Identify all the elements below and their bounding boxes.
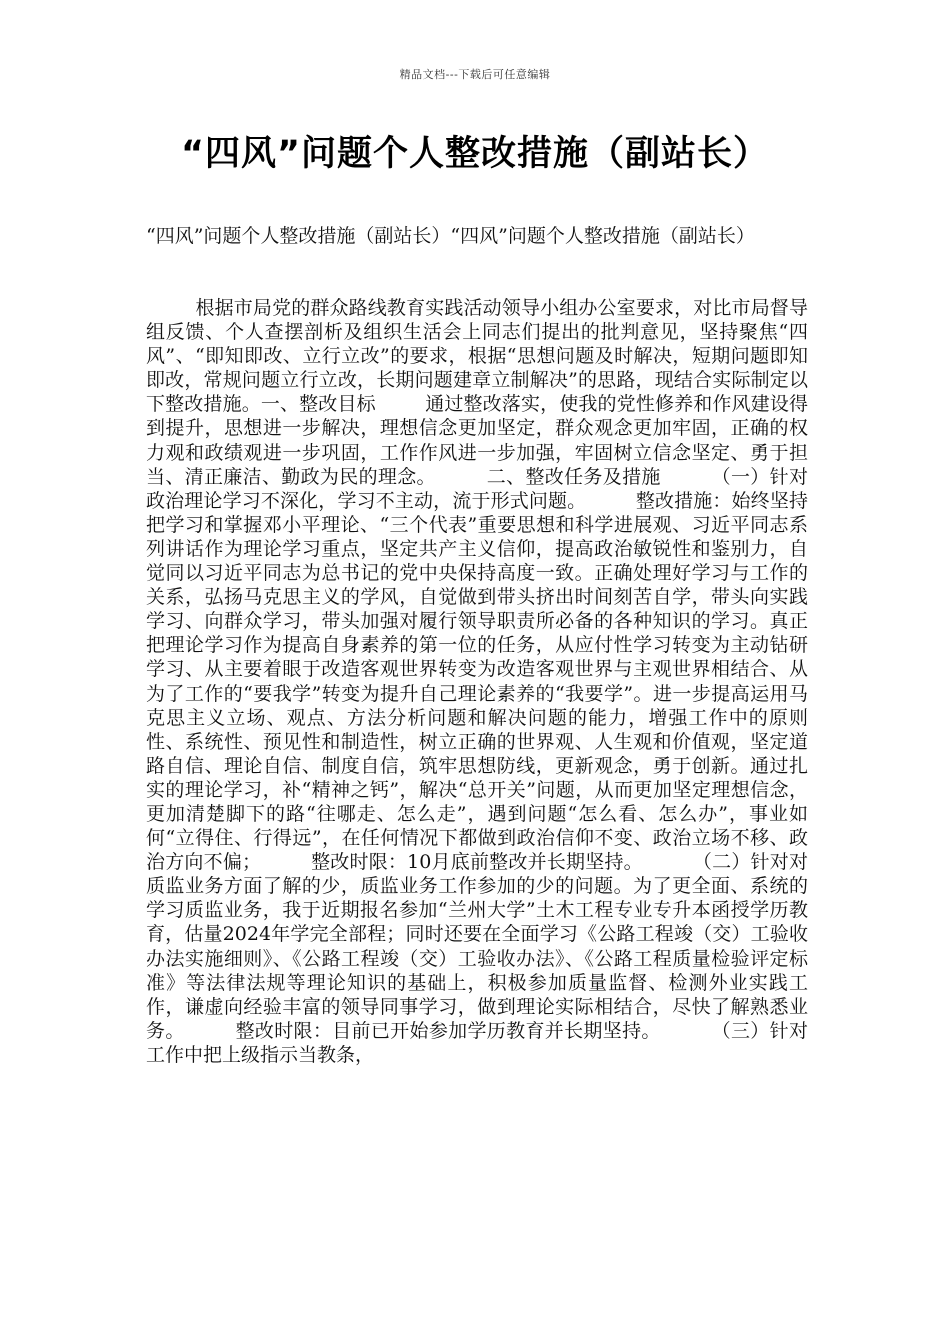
spacer [436,466,487,488]
item-text-2: 为了更全面、系统的学习质监业务，我于近期报名参加“兰州大学”土木工程专业专升本函授学历教育，估量2024年学完全部程；同时还要在全面学习《公路工程竣（交）工验收办法实施细则》、《公路工程竣（交）工验收办法》、《公路工程质量检验评定标准》等法律法规等理论知识的基础上，积极参加质量监督、检测外业实践工作，谦虚向经验丰富的领导同事学习，做到理论实际相结合，尽快了解熟悉业务。 [146,875,808,1042]
spacer [586,490,635,512]
document-body [146,296,808,1067]
spacer [185,1020,236,1042]
item-heading-1: （一）针对政治理论学习不深化，学习不主动，流于形式问题。 [146,465,808,512]
spacer [376,393,425,415]
spacer [661,466,712,488]
section-heading-tasks: 二、整改任务及措施 [486,465,661,488]
item-heading-3: （三）针对工作中把上级指示当教条， [146,1019,808,1066]
document-subtitle: “四风”问题个人整改措施（副站长）“四风”问题个人整改措施（副站长） [146,225,755,247]
item-measures-1: 整改措施：始终坚持把学习和掌握邓小平理论、“三个代表”重要思想和科学进展观、习近平同志系列讲话作为理论学习重点，坚定共产主义信仰，提高政治敏锐性和鉴别力，自觉同以习近平同志为总书记的党中央保持高度一致。正确处理好学习与工作的关系，弘扬马克思主义的学风，自觉做到带头挤出时间刻苦自学，带头向实践学习、向群众学习，带头加强对履行领导职责所必备的各种知识的学习。真正把理论学习作为提高自身素养的第一位的任务，从应付性学习转变为主动钻研学习、从主要着眼于改造客观世界转变为改造客观世界与主观世界相结合、从为了工作的“要我学”转变为提升自己理论素养的“我要学”。进一步提高运用马克思主义立场、观点、方法分析问题和解决问题的能力，增强工作中的原则性、系统性、预见性和制造性，树立正确的世界观、人生观和价值观，坚定道路自信、理论自信、制度自信，筑牢思想防线，更新观念，勇于创新。通过扎实的理论学习，补“精神之钙”，解决“总开关”问题，从而更加坚定理想信念，更加清楚脚下的路“往哪走、怎么走”，遇到问题“怎么看、怎么办”，事业如何“立得住、行得远”，在任何情况下都做到政治信仰不变、政治立场不移、政治方向不偏； [146,489,808,874]
section-heading-goals: 一、整改目标 [260,393,376,416]
intro-paragraph: 根据市局党的群众路线教育实践活动领导小组办公室要求，对比市局督导组反馈、个人查摆剖析及组织生活会上同志们提出的批判意见，坚持聚焦“四风”、“即知即改、立行立改”的要求，根据“思想问题及时解决，短期问题即知即改，常规问题立行立改，长期问题建章立制解决”的思路，现结合实际制定以下整改措施。 [146,297,808,416]
spacer [643,851,693,873]
item-deadline-2: 整改时限：目前已开始参加学历教育并长期坚持。 [235,1019,661,1042]
item-heading-2: （二）针对对质监业务方面了解的少，质监业务工作参加的少的问题。 [146,851,808,898]
indent [146,297,195,319]
spacer [661,1020,712,1042]
header-note: 精品文档---下载后可任意编辑 [399,68,551,81]
section-text-goals: 通过整改落实，使我的党性修养和作风建设得到提升，思想进一步解决，理想信念更加坚定，群众观念更加牢固，正确的权力观和政绩观进一步巩固，工作作风进一步加强，牢固树立信念坚定、勇于担当、清正廉洁、勤政为民的理念。 [146,393,808,488]
item-deadline-1: 整改时限：10月底前整改并长期坚持。 [311,851,643,874]
spacer [261,851,311,873]
document-title: “四风”问题个人整改措施（副站长） [180,134,769,174]
